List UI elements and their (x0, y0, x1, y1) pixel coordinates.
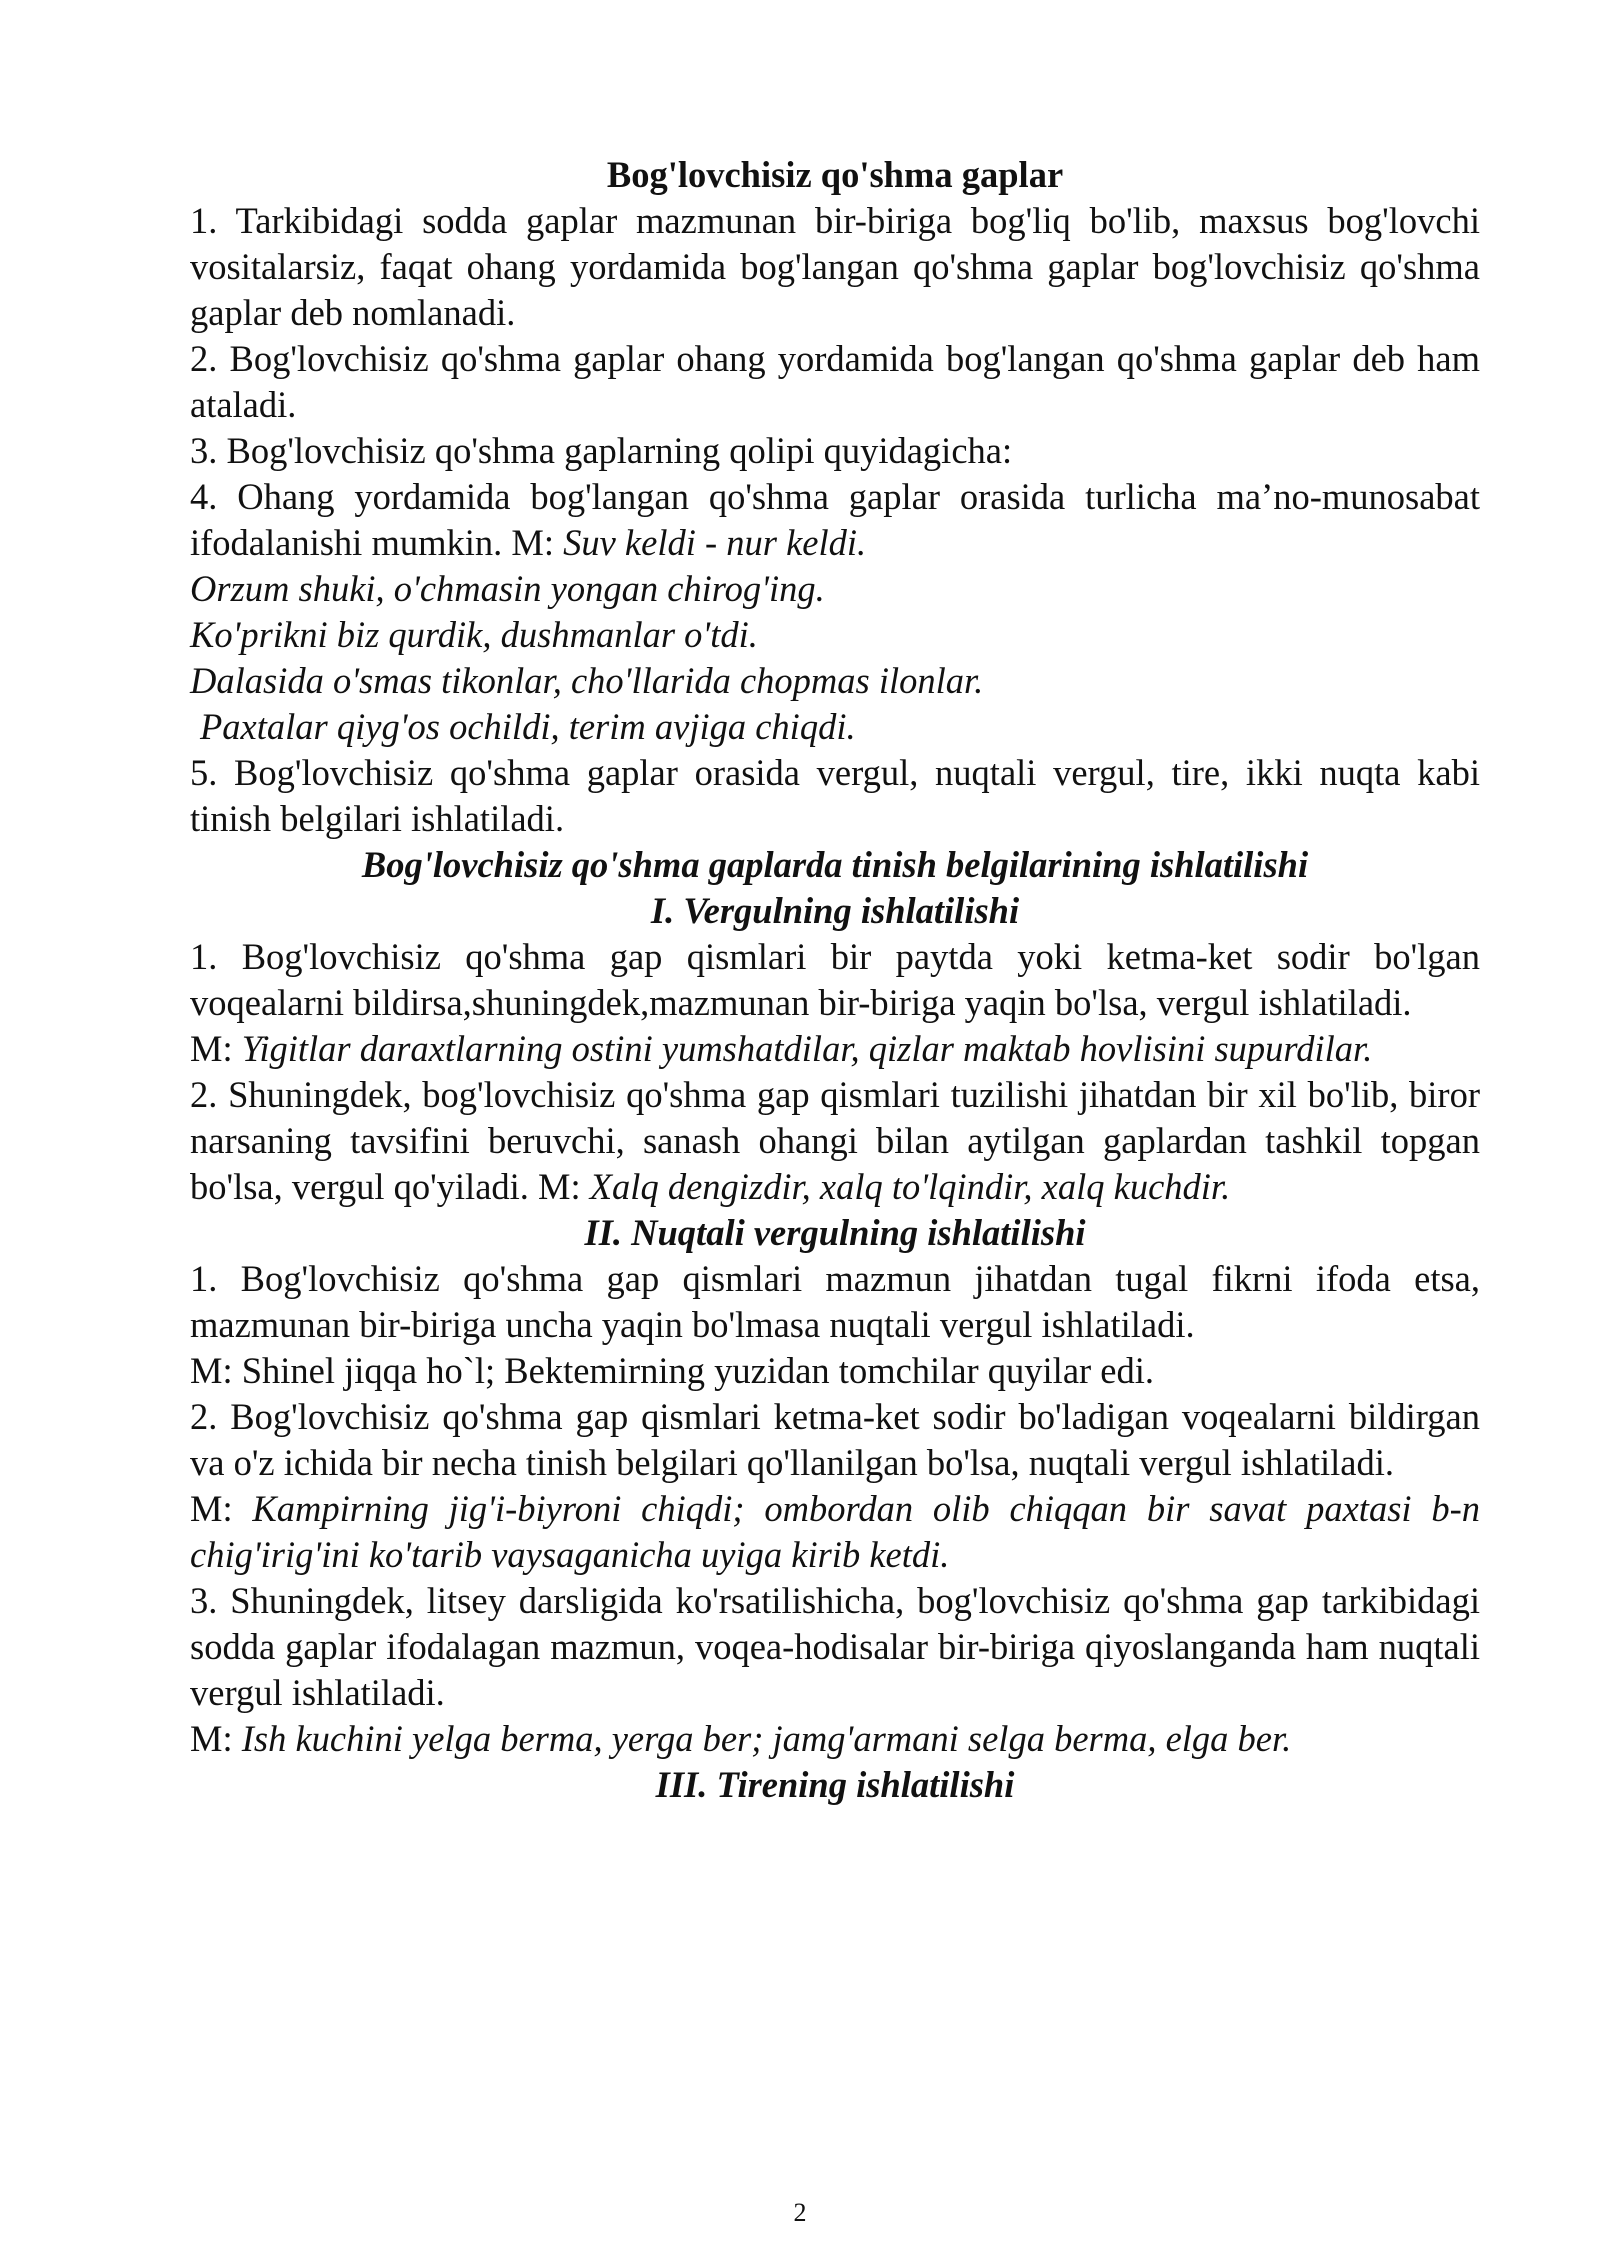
document-title: Bog'lovchisiz qo'shma gaplar (606, 154, 1064, 195)
section-2-example-1: M: Shinel jiqqa ho`l; Bektemirning yuzidan tomchilar quyilar edi. (190, 1350, 1155, 1391)
example-prefix: M: (190, 1028, 242, 1069)
section-2-example-2 (190, 1486, 1480, 1578)
section-1-paragraph-2 (190, 1072, 1480, 1210)
section-2-heading: II. Nuqtali vergulning ishlatilishi (584, 1212, 1086, 1253)
section-2-paragraph-2: 2. Bog'lovchisiz qo'shma gap qismlari ketma-ket sodir bo'ladigan voqealarni bildirgan va o'z ichida bir necha tinish belgilari qo'llanilgan bo'lsa, nuqtali vergul ishlatiladi. (190, 1396, 1480, 1483)
section-1-heading: I. Vergulning ishlatilishi (650, 890, 1020, 931)
document-body (190, 152, 1480, 1808)
page-number: 2 (793, 2198, 807, 2227)
section-3-heading: III. Tirening ishlatilishi (655, 1764, 1015, 1805)
section-1-example-1 (190, 1026, 1480, 1072)
example-text: Ish kuchini yelga berma, yerga ber; jamg'armani selga berma, elga ber. (241, 1718, 1292, 1759)
punctuation-heading: Bog'lovchisiz qo'shma gaplarda tinish belgilarining ishlatilishi (361, 844, 1309, 885)
section-1-paragraph-1: 1. Bog'lovchisiz qo'shma gap qismlari bir paytda yoki ketma-ket sodir bo'lgan voqealarni bildirsa,shuningdek,mazmunan bir-biriga yaqin bo'lsa, vergul ishlatiladi. (190, 936, 1480, 1023)
intro-example-2: Ko'prikni biz qurdik, dushmanlar o'tdi. (190, 614, 758, 655)
example-prefix: M: (190, 1488, 253, 1529)
intro-paragraph-1: 1. Tarkibidagi sodda gaplar mazmunan bir-biriga bog'liq bo'lib, maxsus bog'lovchi vositalarsiz, faqat ohang yordamida bog'langan qo'shma gaplar bog'lovchisiz qo'shma gaplar deb nomlanadi. (190, 200, 1480, 333)
intro-example-4: Paxtalar qiyg'os ochildi, terim avjiga chiqdi. (200, 706, 856, 747)
intro-paragraph-4-example: Suv keldi - nur keldi. (563, 522, 867, 563)
intro-example-3: Dalasida o'smas tikonlar, cho'llarida chopmas ilonlar. (190, 660, 984, 701)
example-text: Yigitlar daraxtlarning ostini yumshatdilar, qizlar maktab hovlisini supurdilar. (241, 1028, 1373, 1069)
section-2-paragraph-3: 3. Shuningdek, litsey darsligida ko'rsatilishicha, bog'lovchisiz qo'shma gap tarkibidagi sodda gaplar ifodalagan mazmun, voqea-hodisalar bir-biriga qiyoslanganda ham nuqtali vergul ishlatiladi. (190, 1580, 1480, 1713)
intro-paragraph-4 (190, 474, 1480, 566)
intro-paragraph-2: 2. Bog'lovchisiz qo'shma gaplar ohang yordamida bog'langan qo'shma gaplar deb ham ataladi. (190, 338, 1480, 425)
section-2-paragraph-1: 1. Bog'lovchisiz qo'shma gap qismlari mazmun jihatdan tugal fikrni ifoda etsa, mazmunan bir-biriga uncha yaqin bo'lmasa nuqtali vergul ishlatiladi. (190, 1258, 1480, 1345)
example-prefix: M: (190, 1718, 242, 1759)
section-1-example-2: Xalq dengizdir, xalq to'lqindir, xalq kuchdir. (589, 1166, 1231, 1207)
example-text: Kampirning jig'i-biyroni chiqdi; ombordan olib chiqqan bir savat paxtasi b-n chig'irig'ini ko'tarib vaysaganicha uyiga kirib ketdi. (190, 1488, 1480, 1575)
section-1-paragraph-2-text: 2. Shuningdek, bog'lovchisiz qo'shma gap qismlari tuzilishi jihatdan bir xil bo'lib, biror narsaning tavsifini beruvchi, sanash ohangi bilan aytilgan gaplardan tashkil topgan bo'lsa, vergul qo'yiladi. M: (190, 1074, 1480, 1207)
intro-paragraph-4-text: 4. Ohang yordamida bog'langan qo'shma gaplar orasida turlicha ma’no-munosabat ifodalanishi mumkin. M: (190, 476, 1480, 563)
intro-example-1: Orzum shuki, o'chmasin yongan chirog'ing. (190, 568, 825, 609)
section-2-example-3 (190, 1716, 1480, 1762)
intro-paragraph-3: 3. Bog'lovchisiz qo'shma gaplarning qolipi quyidagicha: (190, 430, 1013, 471)
intro-paragraph-5: 5. Bog'lovchisiz qo'shma gaplar orasida vergul, nuqtali vergul, tire, ikki nuqta kabi tinish belgilari ishlatiladi. (190, 752, 1480, 839)
